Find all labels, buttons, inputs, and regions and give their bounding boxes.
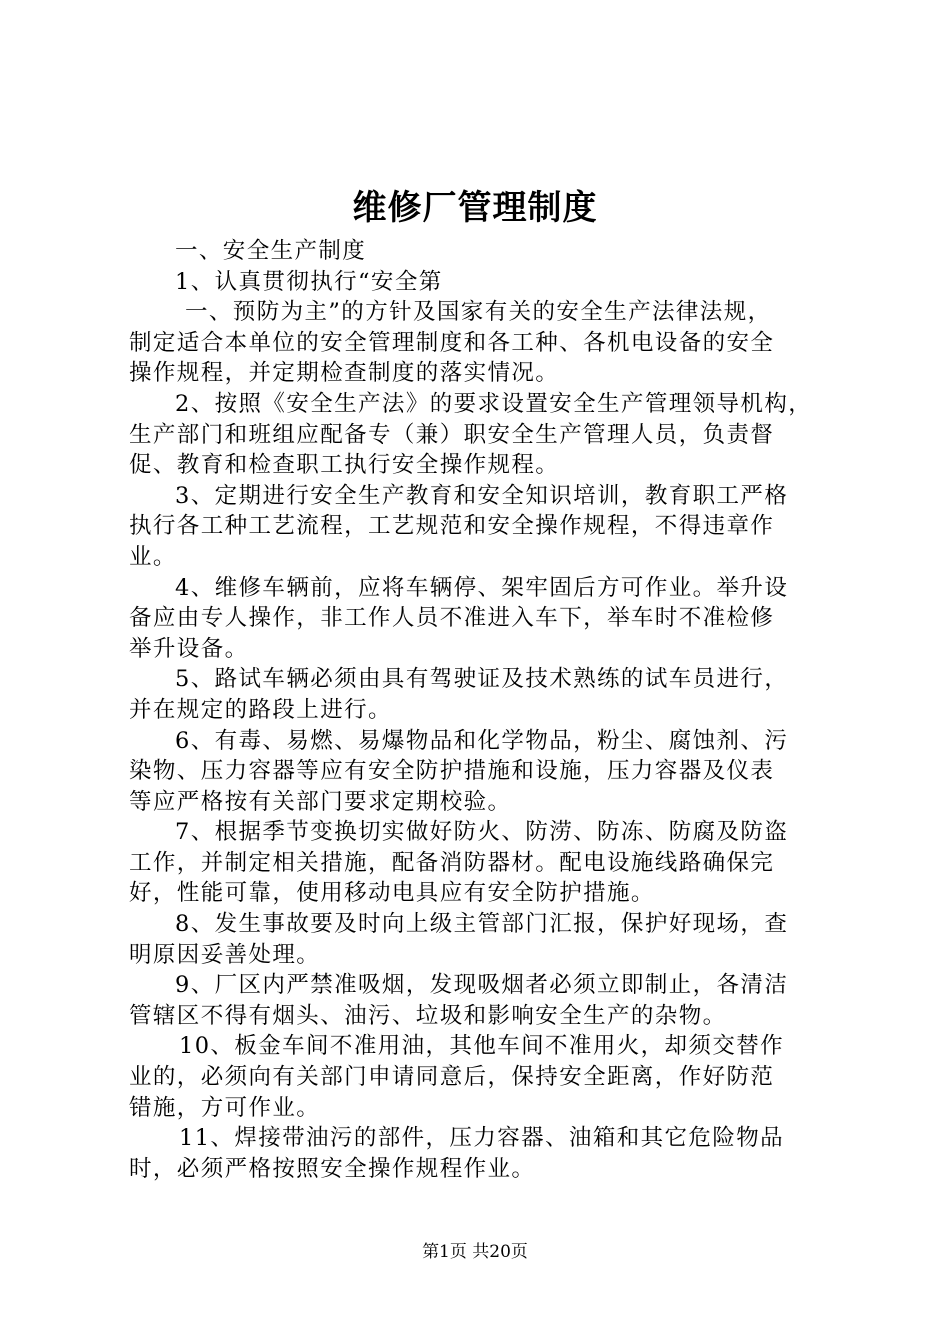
paragraph-line: 执行各工种工艺流程，工艺规范和安全操作规程，不得违章作 (129, 513, 775, 540)
document-title: 维修厂管理制度 (352, 188, 598, 228)
paragraph-line: 6、有毒、易燃、易爆物品和化学物品，粉尘、腐蚀剂、污 (175, 727, 789, 754)
paragraph-line: 9、厂区内严禁准吸烟，发现吸烟者必须立即制止，各清洁 (175, 972, 789, 999)
paragraph-line: 备应由专人操作，非工作人员不准进入车下，举车时不准检修 (129, 605, 775, 632)
paragraph-line: 举升设备。 (129, 635, 249, 662)
paragraph-line: 好，性能可靠，使用移动电具应有安全防护措施。 (129, 880, 655, 907)
paragraph-line: 生产部门和班组应配备专（兼）职安全生产管理人员，负责督 (129, 421, 775, 448)
paragraph-line: 等应严格按有关部门要求定期校验。 (129, 788, 512, 815)
paragraph-line: 一、预防为主”的方针及国家有关的安全生产法律法规， (185, 299, 772, 326)
section-heading: 一、安全生产制度 (175, 238, 367, 264)
paragraph-line: 业。 (129, 543, 177, 570)
document-body (129, 236, 834, 1184)
paragraph-line: 8、发生事故要及时向上级主管部门汇报，保护好现场，查 (175, 911, 789, 938)
paragraph-line: 7、根据季节变换切实做好防火、防涝、防冻、防腐及防盗 (175, 819, 789, 846)
paragraph-line: 错施，方可作业。 (129, 1094, 321, 1121)
paragraph-line: 3、定期进行安全生产教育和安全知识培训，教育职工严格 (175, 482, 789, 509)
paragraph-line: 明原因妥善处理。 (129, 941, 321, 968)
paragraph-line: 1、认真贯彻执行“安全第 (175, 268, 443, 295)
paragraph-line: 染物、压力容器等应有安全防护措施和设施，压力容器及仪表 (129, 758, 775, 785)
page-number-footer: 第1页 共20页 (422, 1242, 528, 1262)
paragraph-line: 业的，必须向有关部门申请同意后，保持安全距离，作好防范 (129, 1064, 775, 1091)
paragraph-line: 5、路试车辆必须由具有驾驶证及技术熟练的试车员进行， (175, 666, 789, 693)
paragraph-line: 管辖区不得有烟头、油污、垃圾和影响安全生产的杂物。 (129, 1002, 727, 1029)
paragraph-line: 4、维修车辆前，应将车辆停、架牢固后方可作业。举升设 (175, 574, 789, 601)
paragraph-line: 工作，并制定相关措施，配备消防器材。配电设施线路确保完 (129, 849, 775, 876)
paragraph-line: 并在规定的路段上进行。 (129, 696, 392, 723)
paragraph-line: 11、焊接带油污的部件，压力容器、油箱和其它危险物品 (179, 1125, 785, 1152)
paragraph-line: 制定适合本单位的安全管理制度和各工种、各机电设备的安全 (129, 329, 775, 356)
paragraph-line: 操作规程，并定期检查制度的落实情况。 (129, 360, 560, 387)
paragraph-line: 2、按照《安全生产法》的要求设置安全生产管理领导机构， (175, 390, 813, 417)
paragraph-line: 时，必须严格按照安全操作规程作业。 (129, 1155, 536, 1182)
paragraph-line: 10、板金车间不准用油，其他车间不准用火，却须交替作 (179, 1033, 785, 1060)
paragraph-line: 促、教育和检查职工执行安全操作规程。 (129, 452, 560, 479)
